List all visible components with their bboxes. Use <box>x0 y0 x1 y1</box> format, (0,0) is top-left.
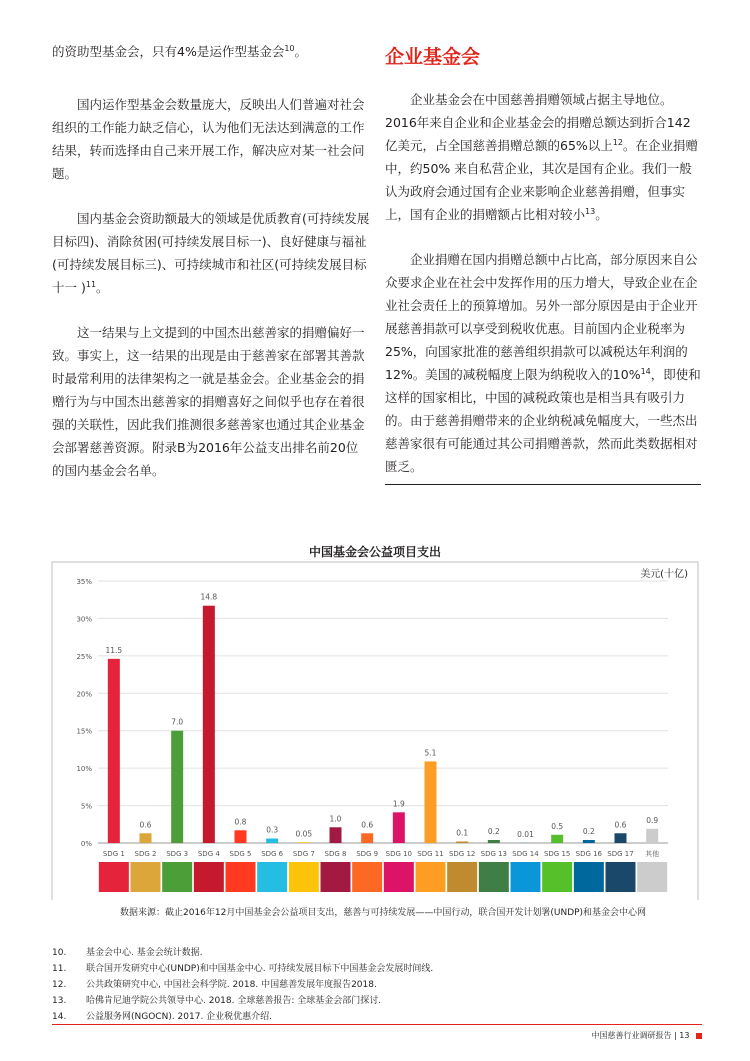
data-label: 1.9 <box>392 799 405 809</box>
bar <box>108 659 120 843</box>
bar <box>551 835 563 843</box>
x-tick-label: SDG 16 <box>575 850 603 858</box>
footnote-item: 14. 公益服务网(NGOCN). 2017. 企业税优惠介绍. <box>52 1012 273 1022</box>
data-label: 0.2 <box>487 827 500 837</box>
y-tick-label: 5% <box>80 802 92 811</box>
x-tick-label: SDG 9 <box>356 850 379 858</box>
sdg-goal-icon <box>321 862 351 892</box>
x-tick-label: SDG 5 <box>229 850 252 858</box>
footnote-item: 10. 基金会中心. 基金会统计数据. <box>52 948 203 958</box>
paragraph-6: 企业捐赠在国内捐赠总额中占比高，部分原因来自公众要求企业在社会中发挥作用的压力增大，导致企业在企业社会责任上的预算增加。另外一部分原因是由于企业开展慈善捐款可以享受到税收优惠。目前国内企业税率为25%，向国家批准的慈善组织捐款可以减税达年利润的12%。美国的减税幅度上限为纳税收入的10%$^{14}$，即使和这样的国家相比，中国的减税政策也是相当具有吸引力的。由于慈善捐赠带来的企业纳税减免幅度大，一些杰出慈善家很有可能通过其公司捐赠善款，然而此类数据相对匮乏。 <box>385 248 701 485</box>
chart-source: 数据来源：截止2016年12月中国基金会公益项目支出，慈善与可持续发展——中国行动，联合国开发计划署(UNDP)和基金会中心网 <box>120 908 647 918</box>
footnote-item: 13. 哈佛肯尼迪学院公共领导中心. 2018. 全球慈善报告: 全球基金会部门探讨. <box>52 996 382 1006</box>
bar <box>425 761 437 843</box>
data-label: 0.05 <box>295 829 313 839</box>
report-name: 中国慈善行业调研报告 <box>591 1031 672 1040</box>
data-label: 0.6 <box>361 820 374 830</box>
left-column <box>52 40 370 504</box>
bar <box>488 840 500 843</box>
x-tick-label: SDG 2 <box>134 850 157 858</box>
sdg-goal-icon <box>606 862 636 892</box>
sdg-goal-icon <box>352 862 382 892</box>
data-label: 0.01 <box>517 829 534 839</box>
y-tick-label: 0% <box>80 840 92 848</box>
paragraph-1: 的资助型基金会，只有4%是运作型基金会$^{10}$。 <box>52 44 308 59</box>
chart-title: 中国基金会公益项目支出 <box>308 545 441 559</box>
bar <box>298 842 310 843</box>
sdg-goal-icon <box>194 862 224 892</box>
y-tick-label: 20% <box>76 690 92 699</box>
data-label: 0.3 <box>266 825 279 835</box>
bar <box>140 833 152 843</box>
data-label: 11.5 <box>105 645 123 655</box>
x-tick-label: SDG 4 <box>197 850 220 858</box>
sdg-goal-icon <box>511 862 541 892</box>
x-tick-label: SDG 13 <box>480 850 508 858</box>
sdg-goal-icon <box>479 862 509 892</box>
bar <box>330 827 342 843</box>
data-label: 0.5 <box>551 821 564 831</box>
bar <box>615 833 627 843</box>
footnote-ref-11: 11 <box>85 280 97 289</box>
data-label: 1.0 <box>329 814 342 824</box>
paragraph-4: 这一结果与上文提到的中国杰出慈善家的捐赠偏好一致。事实上，这一结果的出现是由于慈善家在部署其善款时最常利用的法律架构之一就是基金会。企业基金会的捐赠行为与中国杰出慈善家的捐赠喜好之间似乎也存在着很强的关联性，因此我们推测很多慈善家也通过其企业基金会部署慈善资源。附录B为2016年公益支出排名前20位的国内基金会名单。 <box>52 325 365 478</box>
sdg-goal-icon <box>637 862 667 892</box>
y-tick-label: 25% <box>76 652 92 661</box>
bars <box>103 593 659 858</box>
footnote-divider <box>52 1024 702 1025</box>
footnote-ref-14: 14 <box>640 367 651 376</box>
footnote-ref-10: 10 <box>284 44 295 53</box>
right-column <box>385 40 701 507</box>
page-footer <box>591 1030 702 1041</box>
y-tick-label: 10% <box>76 765 92 774</box>
sdg-icons <box>99 862 667 892</box>
paragraph-2: 国内运作型基金会数量庞大，反映出人们普遍对社会组织的工作能力缺乏信心，认为他们无法达到满意的工作结果，转而选择由自己来开展工作，解决应对某一社会问题。 <box>52 97 365 181</box>
x-tick-label: SDG 7 <box>292 850 315 858</box>
sdg-goal-icon <box>447 862 477 892</box>
y-tick-label: 35% <box>76 578 92 586</box>
sdg-goal-icon <box>226 862 256 892</box>
bar <box>456 842 468 843</box>
section-title: 企业基金会 <box>385 46 481 68</box>
y-tick-label: 30% <box>76 615 92 624</box>
data-label: 5.1 <box>424 748 437 758</box>
sdg-goal-icon <box>384 862 414 892</box>
sdg-goal-icon <box>289 862 319 892</box>
sdg-goal-icon <box>542 862 572 892</box>
bar <box>266 839 278 843</box>
x-tick-label: SDG 1 <box>102 850 125 858</box>
footnote-item: 11. 联合国开发研究中心(UNDP)和中国基金中心. 可持续发展目标下中国基金会发展时间线. <box>52 964 434 974</box>
data-label: 0.6 <box>614 820 627 830</box>
data-label: 0.1 <box>456 828 469 838</box>
bar <box>235 830 247 843</box>
x-tick-label: SDG 8 <box>324 850 347 858</box>
sdg-goal-icon <box>416 862 446 892</box>
page-number: 13 <box>679 1031 690 1040</box>
sdg-goal-icon <box>131 862 161 892</box>
y-tick-label: 15% <box>76 727 92 736</box>
x-tick-label: SDG 12 <box>448 850 476 858</box>
bar-chart <box>0 560 750 900</box>
x-tick-label: SDG 11 <box>417 850 444 858</box>
bar <box>646 829 658 843</box>
sdg-goal-icon <box>574 862 604 892</box>
paragraph-3: 国内基金会资助额最大的领域是优质教育(可持续发展目标四)、消除贫困(可持续发展目标一)、良好健康与福祉(可持续发展目标三)、可持续城市和社区(可持续发展目标十一 )$^{11}$。 <box>52 211 370 295</box>
bar <box>583 840 595 843</box>
gridlines <box>76 578 668 848</box>
data-label: 0.6 <box>139 820 152 830</box>
footnotes <box>52 945 702 1025</box>
data-label: 7.0 <box>171 717 184 727</box>
data-label: 0.8 <box>234 817 247 827</box>
sdg-goal-icon <box>99 862 129 892</box>
data-label: 0.9 <box>646 815 659 825</box>
bar <box>393 812 405 843</box>
footer-square-icon <box>696 1033 702 1039</box>
x-tick-label: SDG 17 <box>607 850 634 858</box>
paragraph-5: 企业基金会在中国慈善捐赠领域占据主导地位。2016年来自企业和企业基金会的捐赠总额达到折合142亿美元，占全国慈善捐赠总额的65%以上$^{12}$。在企业捐赠中，约50% 来自私营企业，其次是国有企业。我们一般认为政府会通过国有企业来影响企业慈善捐赠，但事实上，国有企业的捐赠额占比相对较小$^{13}$。 <box>385 92 698 222</box>
x-tick-label: 其他 <box>645 850 660 858</box>
footnote-ref-12: 12 <box>612 138 623 147</box>
data-label: 14.8 <box>200 592 218 602</box>
x-tick-label: SDG 6 <box>261 850 284 858</box>
footnote-ref-13: 13 <box>585 207 596 216</box>
bar <box>203 606 215 843</box>
bar <box>361 833 373 843</box>
x-tick-label: SDG 14 <box>512 850 539 858</box>
sdg-goal-icon <box>257 862 287 892</box>
x-tick-label: SDG 10 <box>385 850 413 858</box>
x-tick-label: SDG 15 <box>543 850 571 858</box>
unit-label: 美元(十亿) <box>640 569 688 580</box>
footnote-item: 12. 公共政策研究中心, 中国社会科学院. 2018. 中国慈善发展年度报告2018. <box>52 980 377 990</box>
x-tick-label: SDG 3 <box>166 850 189 858</box>
bar <box>171 731 183 843</box>
sdg-goal-icon <box>162 862 192 892</box>
data-label: 0.2 <box>582 827 595 837</box>
footer-separator: | <box>674 1031 677 1040</box>
